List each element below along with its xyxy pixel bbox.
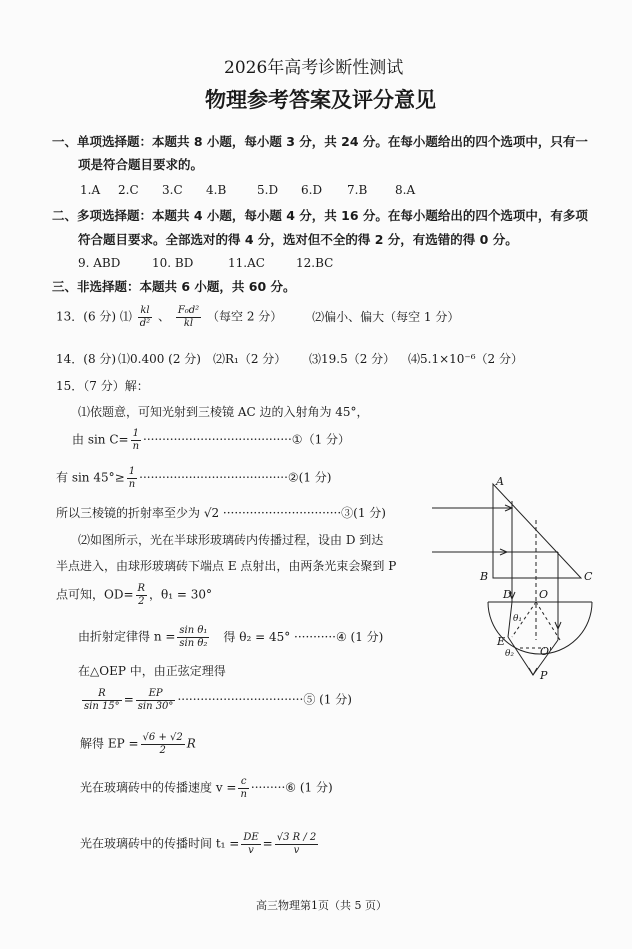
label-E: E — [497, 635, 506, 648]
label-D: D — [503, 588, 512, 601]
q15-line12-num: c — [238, 776, 248, 789]
q15-line3-dots: ·······································②(1 分) — [139, 470, 332, 485]
q13-f2-den: kl — [183, 317, 194, 329]
q14-part2: ⑵R₁（2 分） — [213, 352, 287, 366]
q13-fraction-2 — [176, 305, 201, 329]
q15-line3-num: 1 — [127, 466, 137, 479]
doc-title: 物理参考答案及评分意见 — [205, 88, 436, 112]
q15-line11-num: √6 + √2 — [142, 732, 183, 743]
q15-line13-n2: √3 R / 2 — [276, 832, 317, 843]
answer-6: 6.D — [301, 183, 323, 197]
q15-line8 — [78, 625, 383, 649]
q13-line — [56, 305, 459, 329]
q13-f1-den: d² — [139, 317, 151, 329]
q15-line7-pre: 点可知，OD= — [56, 587, 134, 602]
q15-line7-num: R — [137, 583, 146, 594]
q15-line2 — [72, 428, 350, 452]
q15-line13-d1: v — [248, 844, 254, 856]
answer-4: 4.B — [206, 183, 227, 197]
q15-line2-pre: 由 sin C= — [72, 432, 129, 447]
q15-line13-pre: 光在玻璃砖中的传播时间 t₁ = — [80, 836, 240, 851]
q15-line8-num: sin θ₁ — [179, 625, 208, 636]
prism-outline — [493, 484, 581, 578]
q15-line3-frac — [127, 466, 137, 490]
label-P: P — [540, 669, 548, 682]
q15-line10-dots: ·································⑤ (1 分) — [177, 692, 352, 707]
q15-line7-post: ，θ₁ = 30° — [149, 587, 213, 602]
answer-2: 2.C — [118, 183, 139, 197]
q15-line13-frac1 — [241, 832, 260, 856]
q15-line1: ⑴依题意，可知光射到三棱镜 AC 边的入射角为 45°， — [78, 405, 369, 419]
label-theta2: θ₂ — [505, 649, 515, 659]
q13-note1: （每空 2 分） — [207, 309, 283, 324]
section3-heading: 三、非选择题：本题共 6 小题，共 60 分。 — [52, 279, 296, 294]
label-theta1: θ₁ — [513, 614, 523, 624]
q14-part3: ⑶19.5（2 分） — [309, 352, 396, 366]
q15-line8-post: 得 θ₂ = 45° ···········④ (1 分) — [223, 629, 384, 644]
section1-heading-line2: 项是符合题目要求的。 — [78, 157, 204, 172]
q15-line8-pre: 由折射定律得 n = — [78, 629, 176, 644]
q15-line11-den: 2 — [159, 744, 166, 756]
exam-title: 2026年高考诊断性测试 — [224, 58, 404, 78]
q15-line13-n1: DE — [243, 832, 259, 843]
answer-12: 12.BC — [296, 256, 334, 270]
label-C: C — [584, 570, 593, 583]
q13-f1-num: kl — [138, 305, 152, 318]
q15-line3-den: n — [128, 478, 136, 490]
q15-line12 — [80, 776, 333, 800]
label-B: B — [480, 570, 489, 583]
q15-line5: ⑵如图所示，光在半球形玻璃砖内传播过程，设由 D 到达 — [78, 533, 384, 547]
label-O: O — [539, 588, 549, 601]
q15-line10-n2: EP — [136, 688, 176, 701]
q15-line3-pre: 有 sin 45°≥ — [56, 470, 125, 485]
q15-line11-pre: 解得 EP = — [80, 736, 139, 751]
q15-line12-dots: ·········⑥ (1 分) — [250, 780, 333, 795]
q14-part1: ⑴0.400 (2 分) — [118, 352, 201, 366]
q15-line3 — [56, 466, 331, 490]
section1-heading-line1: 一、单项选择题：本题共 8 小题，每小题 3 分，共 24 分。在每小题给出的四个选项中，只有一 — [52, 134, 588, 149]
q15-line13-frac2 — [275, 832, 319, 856]
answer-7: 7.B — [347, 183, 368, 197]
q15-line11 — [80, 732, 196, 756]
q15-line8-den: sin θ₂ — [179, 637, 208, 649]
q15-line10-n1: R — [82, 688, 122, 701]
q15-line12-den: n — [240, 788, 247, 800]
answer-1: 1.A — [80, 183, 101, 197]
answer-8: 8.A — [395, 183, 416, 197]
answer-3: 3.C — [162, 183, 183, 197]
q15-label: 15．（7 分）解： — [56, 379, 149, 393]
q15-line11-post: R — [186, 736, 196, 751]
section2-heading-line1: 二、多项选择题：本题共 4 小题，每小题 4 分，共 16 分。在每小题给出的四个选项中，有多项 — [52, 208, 588, 223]
label-A: A — [496, 475, 504, 488]
q13-part2: ⑵偏小、偏大（每空 1 分） — [312, 309, 460, 324]
q15-line10-frac2 — [136, 688, 176, 712]
page-footer: 高三物理第1页（共 5 页） — [256, 899, 387, 912]
answer-10: 10. BD — [152, 256, 194, 270]
q15-line12-pre: 光在玻璃砖中的传播速度 v = — [80, 780, 237, 795]
q15-line2-num: 1 — [131, 428, 141, 441]
q13-fraction-1 — [138, 305, 152, 329]
q14-part4: ⑷5.1×10⁻⁶（2 分） — [408, 352, 524, 366]
q15-line9: 在△OEP 中，由正弦定理得 — [78, 664, 226, 678]
hemisphere-arc — [488, 602, 592, 654]
q15-line13 — [80, 832, 320, 856]
q14-label: 14．(8 分) — [56, 352, 117, 366]
q15-line11-frac — [141, 732, 185, 756]
q13-f2-num: F₀d² — [177, 305, 200, 316]
q15-line10-frac1 — [82, 688, 122, 712]
answer-5: 5.D — [257, 183, 279, 197]
q15-line8-frac — [177, 625, 209, 649]
q15-line13-eq: = — [262, 836, 273, 851]
q15-line13-d2: v — [293, 844, 300, 856]
q15-line2-dots: ·······································①（1 分） — [143, 432, 351, 447]
q13-sep: 、 — [157, 309, 170, 324]
q15-line7 — [56, 583, 212, 607]
q15-line6: 半点进入，由球形玻璃砖下端点 E 点射出，由两条光束会聚到 P — [56, 559, 397, 573]
q15-line7-den: 2 — [138, 595, 145, 607]
q15-line12-frac — [238, 776, 248, 800]
answer-9: 9. ABD — [78, 256, 121, 270]
q15-line10-eq: = — [123, 692, 134, 707]
q15-line4: 所以三棱镜的折射率至少为 √2 ·······························③(1 分) — [56, 506, 386, 520]
label-O-prime: O' — [540, 645, 553, 658]
q15-line10 — [80, 688, 352, 712]
q15-line2-frac — [131, 428, 141, 452]
q13-label: 13．(6 分) ⑴ — [56, 309, 132, 324]
q15-line7-frac — [136, 583, 148, 607]
q15-line2-den: n — [132, 440, 140, 452]
answer-11: 11.AC — [228, 256, 265, 270]
q15-line10-d2: sin 30° — [137, 700, 174, 712]
q15-line10-d1: sin 15° — [84, 700, 120, 712]
section2-heading-line2: 符合题目要求。全部选对的得 4 分，选对但不全的得 2 分，有选错的得 0 分。 — [78, 232, 518, 247]
